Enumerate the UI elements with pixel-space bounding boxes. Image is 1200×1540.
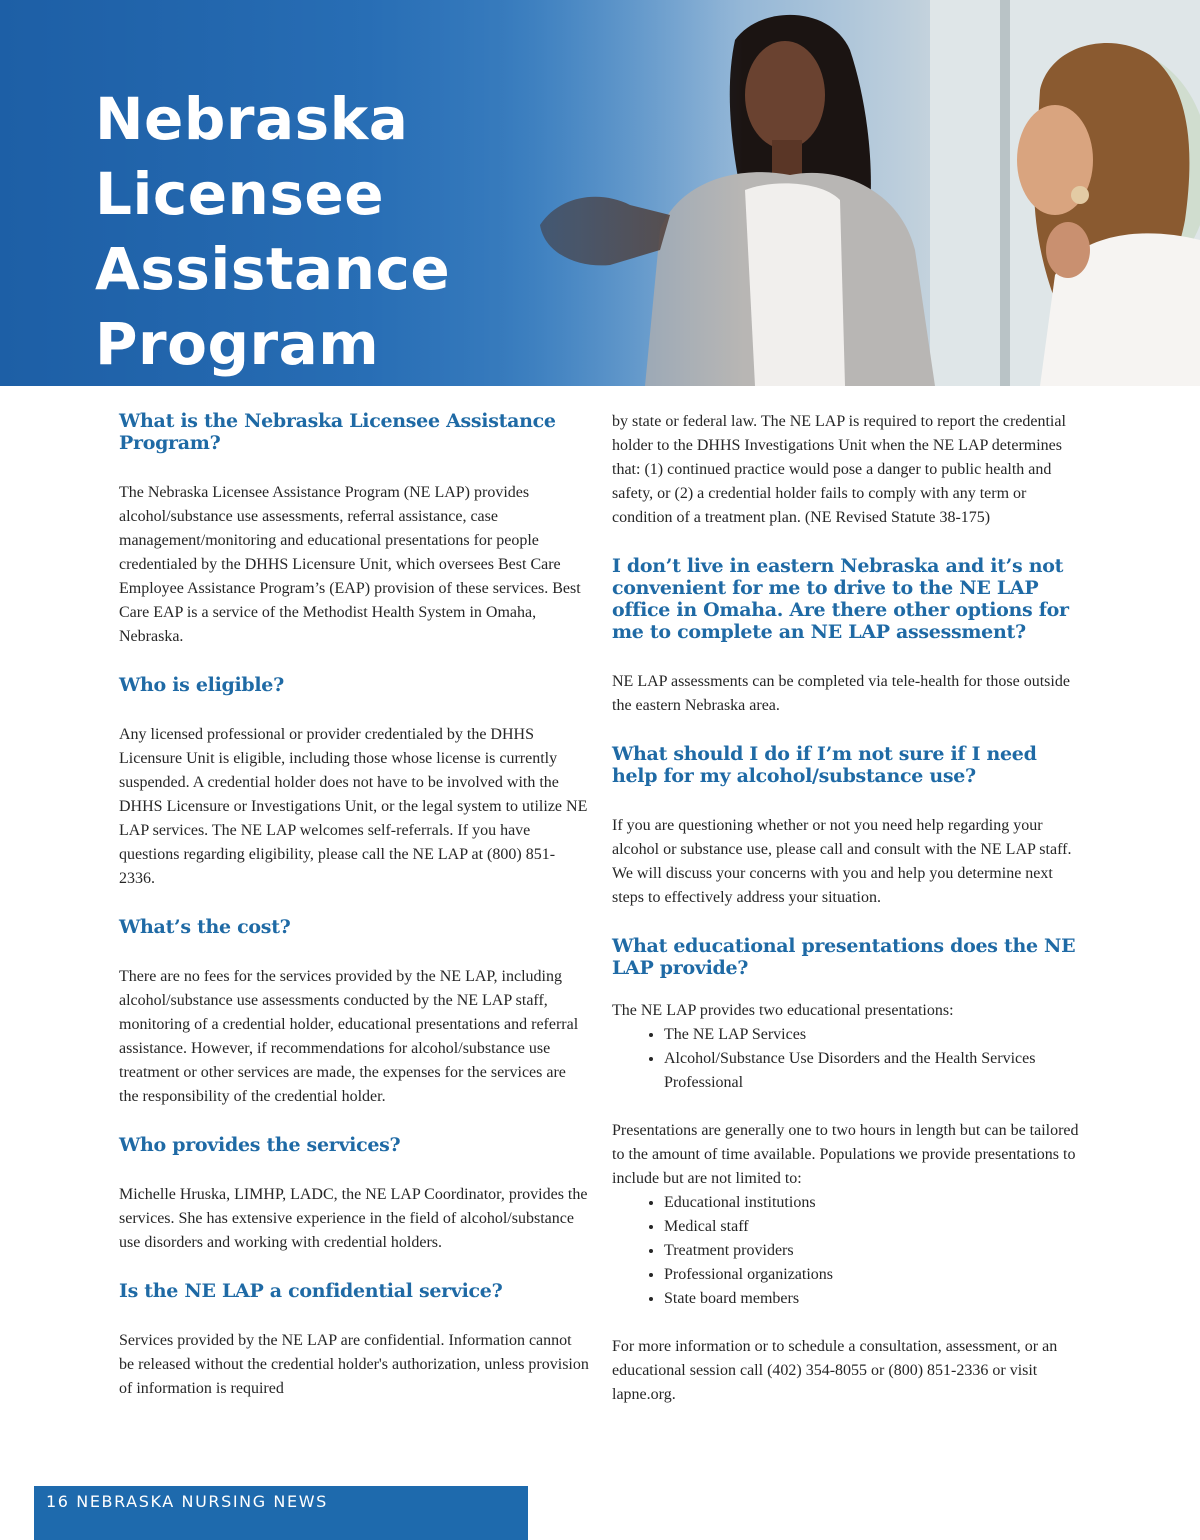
section-body-eligible: Any licensed professional or provider credentialed by the DHHS Licensure Unit is eligible, including those whose license is currently suspended. A credential holder does not have to be involved with the DHHS Licensure or Investigations Unit, or the legal system to utilize NE LAP services. The NE LAP welcomes self-referrals. If you have questions regarding eligibility, please call the NE LAP at (800) 851-2336. xyxy=(119,726,588,887)
hero-title-line: Licensee xyxy=(95,160,385,228)
right-column xyxy=(612,410,1087,1407)
section-heading-telehealth: I don’t live in eastern Nebraska and it’s not convenient for me to drive to the NE LAP office in Omaha. Are there other options for me to complete an NE LAP assessment? xyxy=(612,555,1069,643)
populations-list xyxy=(612,1191,1087,1311)
section-body-what-is: The Nebraska Licensee Assistance Program (NE LAP) provides alcohol/substance use assessments, referral assistance, case management/monitoring and educational presentations for people credentialed by the DHHS Licensure Unit, which oversees Best Care Employee Assistance Program’s (EAP) provision of these services. Best Care EAP is a service of the Methodist Health System in Omaha, Nebraska. xyxy=(119,484,581,645)
section-body-confidential-continued: by state or federal law. The NE LAP is required to report the credential holder to the DHHS Investigations Unit when the NE LAP determines that: (1) continued practice would pose a danger to public health and safety, or (2) a credential holder fails to comply with any term or condition of a treatment plan. (NE Revised Statute 38-175) xyxy=(612,413,1066,526)
section-body-not-sure: If you are questioning whether or not you need help regarding your alcohol or substance use, please call and consult with the NE LAP staff. We will discuss your concerns with you and help you determine next steps to effectively address your situation. xyxy=(612,817,1072,906)
presentations-list xyxy=(612,1023,1087,1095)
hero-title-line: Nebraska xyxy=(95,85,409,153)
section-body-confidential: Services provided by the NE LAP are confidential. Information cannot be released without the credential holder's authorization, unless provision of information is required xyxy=(119,1332,589,1397)
section-heading-eligible: Who is eligible? xyxy=(119,674,284,696)
left-column xyxy=(119,410,589,1401)
list-item: • The NE LAP Services xyxy=(664,1023,1087,1047)
section-heading-providers: Who provides the services? xyxy=(119,1134,401,1156)
populations-intro: Presentations are generally one to two hours in length but can be tailored to the amount of time available. Populations we provide presentations to include but are not limited to: xyxy=(612,1122,1079,1187)
section-heading-confidential: Is the NE LAP a confidential service? xyxy=(119,1280,503,1302)
footer-page-label: 16 NEBRASKA NURSING NEWS xyxy=(46,1492,328,1511)
footer-bar xyxy=(34,1486,528,1540)
section-heading-presentations: What educational presentations does the NE LAP provide? xyxy=(612,935,1076,979)
hero-title-line: Program xyxy=(95,310,380,378)
list-item: • Medical staff xyxy=(664,1215,1087,1239)
presentations-intro: The NE LAP provides two educational presentations: xyxy=(612,1002,954,1019)
section-heading-cost: What’s the cost? xyxy=(119,916,291,938)
section-body-telehealth: NE LAP assessments can be completed via tele-health for those outside the eastern Nebraska area. xyxy=(612,673,1070,714)
list-item: • State board members xyxy=(664,1287,1087,1311)
hero-title-line: Assistance xyxy=(95,235,451,303)
list-item: • Educational institutions xyxy=(664,1191,1087,1215)
list-item: • Professional organizations xyxy=(664,1263,1087,1287)
list-item: • Alcohol/Substance Use Disorders and the Health Services Professional xyxy=(664,1047,1087,1095)
hero-title xyxy=(95,82,450,382)
list-item: • Treatment providers xyxy=(664,1239,1087,1263)
section-body-providers: Michelle Hruska, LIMHP, LADC, the NE LAP Coordinator, provides the services. She has extensive experience in the field of alcohol/substance use disorders and working with credential holders. xyxy=(119,1186,588,1251)
closing-contact-info: For more information or to schedule a consultation, assessment, or an educational session call (402) 354-8055 or (800) 851-2336 or visit lapne.org. xyxy=(612,1338,1058,1403)
hero-banner xyxy=(0,0,1200,386)
section-body-cost: There are no fees for the services provided by the NE LAP, including alcohol/substance use assessments conducted by the NE LAP staff, monitoring of a credential holder, educational presentations and referral assistance. However, if recommendations for alcohol/substance use treatment or other services are made, the expenses for the services are the responsibility of the credential holder. xyxy=(119,968,579,1105)
section-heading-what-is: What is the Nebraska Licensee Assistance Program? xyxy=(119,410,556,454)
section-heading-not-sure: What should I do if I’m not sure if I need help for my alcohol/substance use? xyxy=(612,743,1037,787)
